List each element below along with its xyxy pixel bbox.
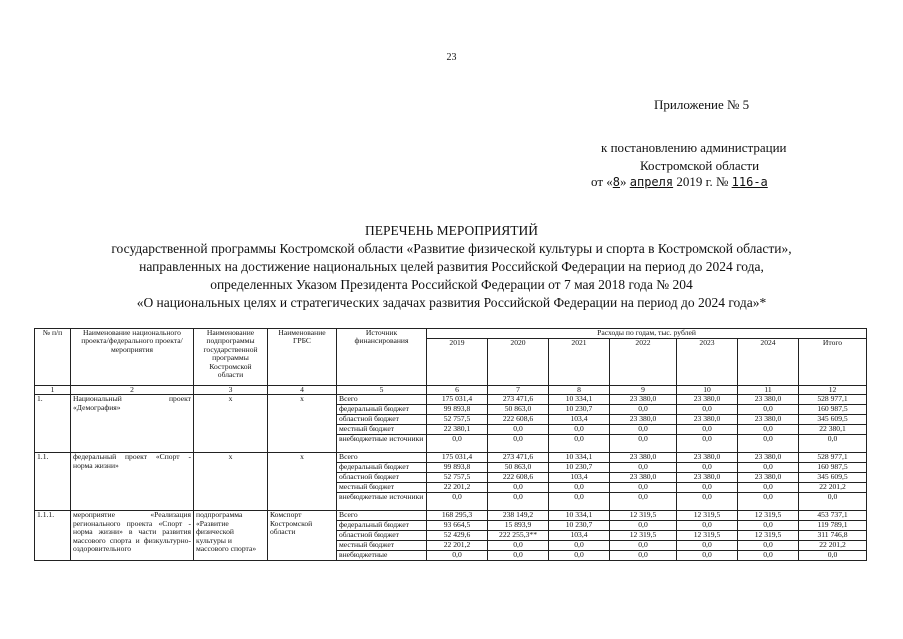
year-value: 0,0 (549, 551, 610, 561)
year-value: 23 380,0 (738, 453, 799, 463)
header-project: Наименование национального проекта/федерального проекта/мероприятия (71, 329, 194, 386)
table-row (35, 453, 867, 463)
year-value: 273 471,6 (488, 453, 549, 463)
year-value: 23 380,0 (677, 473, 738, 483)
total-value: 528 977,1 (799, 453, 867, 463)
year-value: 0,0 (738, 463, 799, 473)
funding-source: федеральный бюджет (337, 521, 427, 531)
year-value: 168 295,3 (427, 511, 488, 521)
year-value: 15 893,9 (488, 521, 549, 531)
title-line-4: определенных Указом Президента Российской Федерации от 7 мая 2018 года № 204 (210, 277, 693, 292)
year-value: 0,0 (738, 425, 799, 435)
year-value: 0,0 (738, 493, 799, 511)
year-value: 0,0 (610, 541, 677, 551)
year-value: 10 334,1 (549, 395, 610, 405)
funding-source: областной бюджет (337, 415, 427, 425)
funding-source: областной бюджет (337, 473, 427, 483)
year-value: 0,0 (488, 435, 549, 453)
year-value: 23 380,0 (610, 473, 677, 483)
year-value: 0,0 (610, 483, 677, 493)
year-value: 10 334,1 (549, 511, 610, 521)
year-value: 103,4 (549, 531, 610, 541)
column-number: 10 (677, 386, 738, 395)
column-number: 5 (337, 386, 427, 395)
funding-source: внебюджетные источники (337, 435, 427, 453)
date-day: 8 (612, 175, 620, 189)
year-value: 0,0 (610, 463, 677, 473)
year-value: 99 893,8 (427, 463, 488, 473)
header-year: 2024 (738, 339, 799, 386)
year-value: 22 380,1 (427, 425, 488, 435)
grbs-name: х (268, 395, 337, 453)
year-value: 52 757,5 (427, 415, 488, 425)
year-value: 0,0 (738, 483, 799, 493)
row-number: 1. (35, 395, 71, 453)
table-row (35, 395, 867, 405)
year-value: 23 380,0 (738, 473, 799, 483)
year-value: 222 608,6 (488, 473, 549, 483)
year-value: 0,0 (738, 551, 799, 561)
year-value: 23 380,0 (610, 395, 677, 405)
year-value: 0,0 (738, 435, 799, 453)
title-line-1: ПЕРЕЧЕНЬ МЕРОПРИЯТИЙ (364, 223, 539, 238)
column-numbers-row (35, 386, 867, 395)
header-year: 2019 (427, 339, 488, 386)
year-value: 0,0 (610, 425, 677, 435)
table-row (35, 511, 867, 521)
year-value: 0,0 (488, 551, 549, 561)
year-value: 0,0 (677, 493, 738, 511)
funding-source: Всего (337, 453, 427, 463)
column-number: 8 (549, 386, 610, 395)
year-value: 50 863,0 (488, 405, 549, 415)
funding-source: местный бюджет (337, 541, 427, 551)
year-value: 93 664,5 (427, 521, 488, 531)
grbs-name: Комспорт Костромской области (268, 511, 337, 561)
total-value: 22 380,1 (799, 425, 867, 435)
year-value: 10 230,7 (549, 521, 610, 531)
year-value: 0,0 (610, 493, 677, 511)
year-value: 10 334,1 (549, 453, 610, 463)
resolution-label: к постановлению администрации (601, 140, 787, 155)
funding-source: местный бюджет (337, 425, 427, 435)
header-num: № п/п (35, 329, 71, 386)
year-value: 12 319,5 (610, 511, 677, 521)
funding-source: Всего (337, 511, 427, 521)
year-value: 23 380,0 (610, 453, 677, 463)
column-number: 6 (427, 386, 488, 395)
title-line-3: направленных на достижение национальных целей развития Российской Федерации на период до 2024 года, (139, 259, 764, 274)
column-number: 9 (610, 386, 677, 395)
year-value: 12 319,5 (610, 531, 677, 541)
date-line (591, 174, 768, 190)
row-number: 1.1.1. (35, 511, 71, 561)
year-value: 175 031,4 (427, 453, 488, 463)
year-value: 0,0 (549, 435, 610, 453)
year-value: 0,0 (427, 493, 488, 511)
year-value: 0,0 (549, 483, 610, 493)
total-value: 0,0 (799, 551, 867, 561)
total-value: 119 789,1 (799, 521, 867, 531)
column-number: 11 (738, 386, 799, 395)
year-value: 0,0 (549, 493, 610, 511)
total-value: 0,0 (799, 493, 867, 511)
year-value: 12 319,5 (677, 531, 738, 541)
date-prefix: от « (591, 174, 613, 189)
year-value: 0,0 (488, 493, 549, 511)
year-value: 23 380,0 (738, 415, 799, 425)
year-value: 0,0 (677, 463, 738, 473)
year-value: 0,0 (610, 521, 677, 531)
year-value: 0,0 (610, 435, 677, 453)
subprogram-name: х (194, 395, 268, 453)
funding-source: федеральный бюджет (337, 405, 427, 415)
document-title (0, 222, 903, 312)
year-value: 0,0 (738, 521, 799, 531)
year-value: 0,0 (677, 483, 738, 493)
total-value: 528 977,1 (799, 395, 867, 405)
year-value: 0,0 (677, 405, 738, 415)
year-value: 0,0 (488, 541, 549, 551)
year-value: 99 893,8 (427, 405, 488, 415)
region-label: Костромской области (640, 158, 760, 173)
year-value: 22 201,2 (427, 541, 488, 551)
year-value: 0,0 (549, 541, 610, 551)
year-value: 52 757,5 (427, 473, 488, 483)
title-line-2: государственной программы Костромской области «Развитие физической культуры и спорта в Костромской области», (111, 241, 792, 256)
year-value: 23 380,0 (738, 395, 799, 405)
year-value: 10 230,7 (549, 405, 610, 415)
year-value: 273 471,6 (488, 395, 549, 405)
total-value: 345 609,5 (799, 415, 867, 425)
header-source: Источник финансирования (337, 329, 427, 386)
header-year: 2022 (610, 339, 677, 386)
year-value: 0,0 (488, 483, 549, 493)
year-value: 0,0 (610, 405, 677, 415)
year-value: 0,0 (677, 551, 738, 561)
project-name: Национальный проект «Демография» (71, 395, 194, 453)
header-expenses: Расходы по годам, тыс. рублей (427, 329, 867, 339)
project-name: мероприятие «Реализация регионального проекта «Спорт - норма жизни» в части развития массового спорта и физкультурно-оздоровительного (71, 511, 194, 561)
page-number: 23 (446, 52, 457, 63)
total-value: 22 201,2 (799, 483, 867, 493)
total-value: 160 987,5 (799, 463, 867, 473)
year-value: 103,4 (549, 415, 610, 425)
column-number: 1 (35, 386, 71, 395)
header-year: 2021 (549, 339, 610, 386)
year-value: 238 149,2 (488, 511, 549, 521)
year-value: 12 319,5 (738, 531, 799, 541)
year-value: 0,0 (677, 541, 738, 551)
funding-source: Всего (337, 395, 427, 405)
column-number: 7 (488, 386, 549, 395)
funding-source: федеральный бюджет (337, 463, 427, 473)
year-value: 10 230,7 (549, 463, 610, 473)
total-value: 22 201,2 (799, 541, 867, 551)
year-value: 0,0 (677, 435, 738, 453)
year-value: 0,0 (610, 551, 677, 561)
year-value: 0,0 (488, 425, 549, 435)
date-month: апреля (629, 175, 674, 189)
year-value: 23 380,0 (677, 453, 738, 463)
header-total: Итого (799, 339, 867, 386)
date-mid: » (620, 174, 627, 189)
document-number: 116-а (731, 175, 768, 189)
year-value: 50 863,0 (488, 463, 549, 473)
funding-source: внебюджетные источники (337, 493, 427, 511)
year-value: 23 380,0 (677, 415, 738, 425)
year-value: 12 319,5 (738, 511, 799, 521)
total-value: 0,0 (799, 435, 867, 453)
year-value: 0,0 (427, 435, 488, 453)
year-value: 222 608,6 (488, 415, 549, 425)
column-number: 3 (194, 386, 268, 395)
year-value: 0,0 (738, 405, 799, 415)
funding-source: местный бюджет (337, 483, 427, 493)
subprogram-name: подпрограмма «Развитие физической культуры и массового спорта» (194, 511, 268, 561)
date-year: 2019 г. № (676, 174, 729, 189)
grbs-name: х (268, 453, 337, 511)
year-value: 175 031,4 (427, 395, 488, 405)
year-value: 103,4 (549, 473, 610, 483)
year-value: 22 201,2 (427, 483, 488, 493)
year-value: 222 255,3** (488, 531, 549, 541)
header-subprogram: Наименование подпрограммы государственной программы Костромской области (194, 329, 268, 386)
header-year: 2023 (677, 339, 738, 386)
header-grbs: Наименование ГРБС (268, 329, 337, 386)
funding-source: внебюджетные (337, 551, 427, 561)
year-value: 0,0 (677, 521, 738, 531)
subprogram-name: х (194, 453, 268, 511)
column-number: 4 (268, 386, 337, 395)
row-number: 1.1. (35, 453, 71, 511)
year-value: 0,0 (549, 425, 610, 435)
year-value: 0,0 (677, 425, 738, 435)
year-value: 12 319,5 (677, 511, 738, 521)
year-value: 52 429,6 (427, 531, 488, 541)
title-line-5: «О национальных целях и стратегических задачах развития Российской Федерации на период до 2024 года»* (136, 295, 767, 310)
total-value: 453 737,1 (799, 511, 867, 521)
year-value: 23 380,0 (677, 395, 738, 405)
header-year: 2020 (488, 339, 549, 386)
total-value: 160 987,5 (799, 405, 867, 415)
funding-source: областной бюджет (337, 531, 427, 541)
column-number: 12 (799, 386, 867, 395)
year-value: 23 380,0 (610, 415, 677, 425)
appendix-label: Приложение № 5 (654, 97, 750, 112)
year-value: 0,0 (427, 551, 488, 561)
project-name: федеральный проект «Спорт - норма жизни» (71, 453, 194, 511)
measures-table (34, 328, 867, 561)
column-number: 2 (71, 386, 194, 395)
total-value: 311 746,8 (799, 531, 867, 541)
year-value: 0,0 (738, 541, 799, 551)
total-value: 345 609,5 (799, 473, 867, 483)
